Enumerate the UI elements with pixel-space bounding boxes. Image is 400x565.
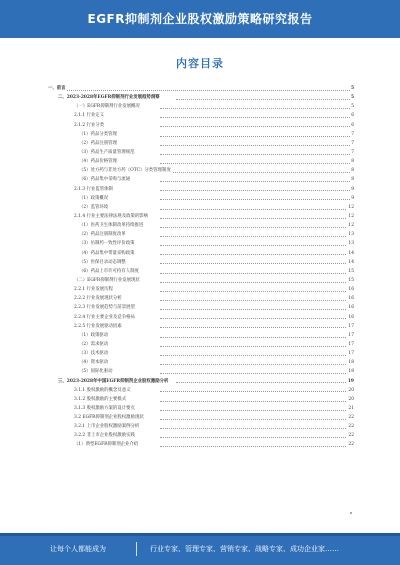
toc-leader-dots [160, 154, 350, 155]
toc-entry[interactable] [48, 111, 354, 120]
toc-entry-page: 14 [347, 258, 354, 267]
toc-entry-title: （3）药品生产质量管理规范 [79, 148, 135, 157]
toc-entry[interactable] [48, 203, 354, 212]
toc-entry-title: 2.1.1 行业定义 [74, 111, 105, 120]
toc-entry-title: 2.2.4 行业主要企业及竞争格局 [74, 313, 136, 322]
toc-entry-title: （二）EGFR抑制剂行业发展现状 [74, 276, 141, 285]
toc-entry[interactable] [48, 322, 354, 331]
toc-entry[interactable] [48, 367, 354, 376]
toc-leader-dots [160, 136, 350, 137]
toc-leader-dots [160, 309, 350, 310]
toc-entry-page: 6 [350, 111, 354, 120]
toc-entry-title: 2.1.3 行业监管体制 [74, 185, 114, 194]
toc-leader-dots [160, 126, 350, 127]
toc-entry[interactable] [48, 285, 354, 294]
toc-entry-title: （2）监管环境 [79, 203, 109, 212]
toc-entry-title: 2.2.1 行业发展历程 [74, 285, 114, 294]
toc-entry-title: （1）政策概况 [79, 194, 109, 203]
toc-entry-page: 21 [347, 404, 354, 413]
toc-entry[interactable] [48, 185, 354, 194]
toc-entry-page: 5 [350, 84, 354, 93]
toc-entry[interactable] [48, 413, 354, 422]
toc-entry-title: 2.2.2 行业发展现状分析 [74, 294, 123, 303]
toc-entry-title: 2.2.3 行业发展趋势与前景展望 [74, 303, 136, 312]
toc-entry-page: 9 [350, 194, 354, 203]
toc-leader-dots [160, 291, 350, 292]
toc-entry[interactable] [48, 84, 354, 93]
toc-entry[interactable] [48, 358, 354, 367]
toc-entry-title: （2）药品注册制度改革 [79, 230, 127, 239]
toc-entry-page: 17 [347, 349, 354, 358]
toc-leader-dots [160, 199, 350, 200]
page-marker [350, 512, 352, 514]
toc-entry[interactable] [48, 267, 354, 276]
toc-entry-page: 17 [347, 331, 354, 340]
toc-leader-dots [160, 218, 350, 219]
toc-entry-title: 一、前言 [48, 84, 67, 93]
toc-leader-dots [160, 181, 350, 182]
toc-entry-page: 8 [350, 175, 354, 184]
toc-entry[interactable] [48, 157, 354, 166]
toc-leader-dots [160, 446, 350, 447]
toc-leader-dots [176, 99, 350, 100]
toc-leader-dots [160, 373, 350, 374]
toc-leader-dots [160, 254, 350, 255]
table-of-contents [48, 84, 354, 450]
toc-entry[interactable] [48, 340, 354, 349]
toc-leader-dots [160, 401, 350, 402]
toc-entry-page: 14 [347, 249, 354, 258]
toc-entry-page: 16 [347, 294, 354, 303]
toc-entry-title: （1）医药卫生体制改革持续推进 [79, 221, 144, 230]
toc-entry-page: 20 [347, 386, 354, 395]
toc-entry[interactable] [48, 431, 354, 440]
toc-entry-page: 22 [347, 440, 354, 449]
toc-entry-page: 5 [350, 93, 354, 102]
toc-entry-title: （4）药品集中带量采购政策 [79, 249, 135, 258]
toc-leader-dots [160, 263, 350, 264]
toc-entry-title: 3.2 EGFR抑制剂企业股权激励现状 [74, 413, 145, 422]
toc-entry-page: 17 [347, 340, 354, 349]
toc-entry-page: 13 [347, 239, 354, 248]
toc-entry-page: 16 [347, 313, 354, 322]
toc-entry-page: 9 [350, 185, 354, 194]
toc-entry-title: （4）资本驱动 [79, 358, 109, 367]
toc-leader-dots [160, 273, 350, 274]
toc-entry-page: 7 [350, 139, 354, 148]
footer-slogan-left: 让每个人都能成为 [50, 545, 106, 553]
toc-entry-title: 3.1.2 股权激励的主要模式 [74, 395, 127, 404]
toc-entry[interactable] [48, 102, 354, 111]
toc-leader-dots [160, 236, 350, 237]
toc-entry-title: （2）药品注册管理 [79, 139, 118, 148]
toc-entry-page: 12 [347, 221, 354, 230]
toc-leader-dots [160, 327, 350, 328]
toc-leader-dots [160, 355, 350, 356]
toc-entry[interactable] [48, 130, 354, 139]
toc-entry[interactable] [48, 331, 354, 340]
toc-entry-title: 3.2.2 非上市企业股权激励实践 [74, 431, 136, 440]
toc-entry-page: 5 [350, 102, 354, 111]
toc-entry-title: （1）政策驱动 [79, 331, 109, 340]
toc-entry-page: 12 [347, 203, 354, 212]
toc-entry[interactable] [48, 404, 354, 413]
toc-entry-title: 3.1.3 股权激励方案的设计要点 [74, 404, 136, 413]
toc-entry-title: （5）医保目录动态调整 [79, 258, 127, 267]
toc-entry[interactable] [48, 386, 354, 395]
toc-entry-title: （6）药品上市许可持有人制度 [79, 267, 140, 276]
toc-entry-title: （5）处方药与非处方药（OTC）分类管理制度 [79, 166, 172, 175]
toc-entry-title: （1）药品分类管理 [79, 130, 118, 139]
toc-entry-title: 三、2023-2028年中国EGFR抑制剂企业股权激励分析 [58, 377, 169, 386]
toc-entry-title: （6）药品集中采购与流通 [79, 175, 131, 184]
toc-entry[interactable] [48, 276, 354, 285]
toc-leader-dots [160, 245, 350, 246]
toc-entry-page: 15 [347, 276, 354, 285]
toc-entry[interactable] [48, 349, 354, 358]
toc-entry-title: （4）药品价格管理 [79, 157, 118, 166]
toc-leader-dots [160, 145, 350, 146]
toc-entry[interactable] [48, 139, 354, 148]
toc-leader-dots [160, 428, 350, 429]
toc-entry-title: 2.1.2 行业分类 [74, 121, 105, 130]
toc-heading: 内容目录 [176, 57, 224, 70]
toc-leader-dots [160, 282, 350, 283]
toc-entry-title: 3.2.1 上市企业股权激励案例分析 [74, 422, 140, 431]
toc-leader-dots [160, 364, 350, 365]
toc-entry[interactable] [48, 93, 354, 102]
toc-entry[interactable] [48, 249, 354, 258]
toc-entry[interactable] [48, 148, 354, 157]
toc-entry-title: （2）需求驱动 [79, 340, 109, 349]
toc-entry[interactable] [48, 230, 354, 239]
toc-entry-page: 18 [347, 367, 354, 376]
toc-leader-dots [160, 410, 350, 411]
footer-divider [136, 542, 137, 556]
toc-entry-title: （3）技术驱动 [79, 349, 109, 358]
toc-entry-title: （一）EGFR抑制剂行业发展概况 [74, 102, 141, 111]
toc-entry[interactable] [48, 422, 354, 431]
toc-entry-page: 22 [347, 422, 354, 431]
toc-leader-dots [160, 346, 350, 347]
toc-leader-dots [160, 391, 350, 392]
toc-entry-title: 2.1.4 行业主要法律法规及政策的影响 [74, 212, 149, 221]
toc-leader-dots [160, 163, 350, 164]
toc-entry[interactable] [48, 313, 354, 322]
toc-entry-title: （5）国际化驱动 [79, 367, 114, 376]
toc-entry-page: 15 [347, 267, 354, 276]
toc-entry-page: 8 [350, 157, 354, 166]
toc-entry-page: 7 [350, 148, 354, 157]
toc-leader-dots [176, 382, 350, 383]
toc-leader-dots [160, 227, 350, 228]
toc-entry-title: 2.2.5 行业发展驱动因素 [74, 322, 123, 331]
toc-entry[interactable] [48, 303, 354, 312]
toc-entry-title: 二、2023-2028年EGFR抑制剂行业发展趋势洞察 [58, 93, 161, 102]
toc-entry[interactable] [48, 166, 354, 175]
toc-entry-page: 22 [347, 431, 354, 440]
footer-banner [0, 533, 400, 565]
footer-slogan-right: 行业专家、管理专家、营销专家、战略专家、成功企业家…… [150, 545, 339, 553]
toc-entry-page: 18 [347, 358, 354, 367]
toc-entry-page: 12 [347, 212, 354, 221]
toc-entry[interactable] [48, 395, 354, 404]
toc-entry-page: 13 [347, 230, 354, 239]
toc-entry[interactable] [48, 239, 354, 248]
toc-entry-title: 3.1.1 股权激励的概念及意义 [74, 386, 131, 395]
toc-leader-dots [160, 318, 350, 319]
toc-entry[interactable] [48, 175, 354, 184]
toc-entry-page: 20 [347, 395, 354, 404]
toc-leader-dots [160, 337, 350, 338]
toc-leader-dots [160, 172, 350, 173]
toc-entry-page: 7 [350, 130, 354, 139]
toc-leader-dots [160, 108, 350, 109]
toc-entry-page: 8 [350, 166, 354, 175]
toc-leader-dots [160, 419, 350, 420]
toc-leader-dots [160, 117, 350, 118]
toc-entry-page: 19 [347, 377, 354, 386]
toc-entry-page: 16 [347, 285, 354, 294]
report-header [0, 0, 400, 38]
toc-entry[interactable] [48, 121, 354, 130]
toc-entry[interactable] [48, 212, 354, 221]
toc-entry-title: （1）典型EGFR抑制剂企业介绍 [74, 440, 139, 449]
toc-entry[interactable] [48, 294, 354, 303]
toc-leader-dots [160, 190, 350, 191]
toc-entry-page: 22 [347, 413, 354, 422]
toc-entry-page: 17 [347, 322, 354, 331]
toc-leader-dots [160, 209, 350, 210]
toc-entry-page: 6 [350, 121, 354, 130]
toc-entry[interactable] [48, 440, 354, 449]
report-title: EGFR抑制剂企业股权激励策略研究报告 [87, 12, 313, 26]
toc-entry[interactable] [48, 194, 354, 203]
toc-entry-title: （3）仿制药一致性评价政策 [79, 239, 135, 248]
toc-leader-dots [160, 437, 350, 438]
toc-entry[interactable] [48, 258, 354, 267]
toc-entry-page: 16 [347, 303, 354, 312]
toc-entry[interactable] [48, 377, 354, 386]
toc-leader-dots [60, 90, 350, 91]
toc-leader-dots [160, 300, 350, 301]
toc-entry[interactable] [48, 221, 354, 230]
